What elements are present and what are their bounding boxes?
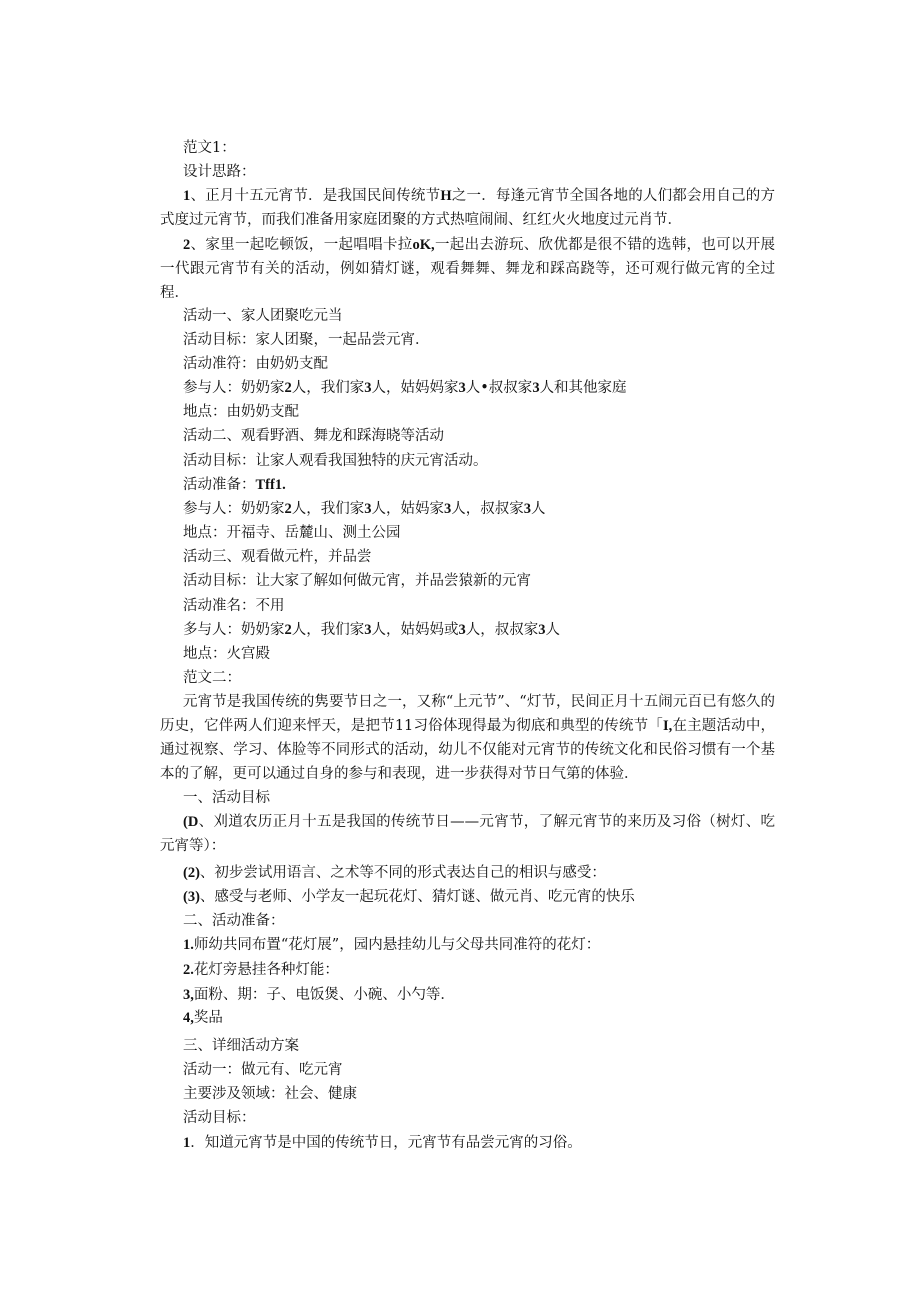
goal-item-2: (2)、初步尝试用语言、之术等不同的形式表达自己的相识与感受：: [183, 865, 606, 881]
activity-2-goal: 活动目标：让家人观看我国独特的庆元宵活动。: [183, 453, 488, 469]
activity-1-participants: 参与人：奶奶家2人，我们家3人，姑妈妈家3人•叔叔家3人和其他家庭: [183, 380, 627, 396]
plan-activity-1-item: 1．知道元宵节是中国的传统节日，元宵节有品尝元宵的习俗。: [183, 1135, 582, 1151]
goal-item-1: (D、刈道农历正月十五是我国的传统节日——元宵节，了解元宵节的来历及习俗（树灯、吃元宵等）：: [160, 814, 775, 854]
plan-activity-1-title: 活动一：做元有、吃元宵: [183, 1062, 343, 1078]
activity-3-participants: 多与人：奶奶家2人，我们家3人，姑妈妈或3人，叔叔家3人: [183, 622, 560, 638]
plan-activity-1-goal: 活动目标：: [183, 1110, 256, 1126]
section-2-title: 二、活动准备：: [183, 913, 285, 929]
activity-1-title: 活动一、家人团聚吃元当: [183, 308, 343, 324]
prep-item-4: 4,奖品: [183, 1010, 223, 1026]
goal-item-3: (3)、感受与老师、小学友一起玩花灯、猜灯谜、做元肖、吃元宵的快乐: [183, 889, 635, 905]
heading-fanwen-2: 范文二：: [183, 670, 241, 686]
activity-3-prep: 活动准名：不用: [183, 598, 285, 614]
paragraph-intro: 元宵节是我国传统的隽要节日之一，又称“上元节”、“灯节，民间正月十五闹元百已有悠久的历史，它伴两人们迎来怦天，是把节11习俗体现得最为彻底和典型的传统节「I,在主题活动中，通过视察、学习、体脸等不同形式的活动，幼儿不仅能对元宵节的传统文化和民俗习惯有一个基本的了解，更可以通过自身的参与和表现，进一步获得对节日气第的体验．: [160, 694, 776, 782]
prep-item-3: 3,面粉、期：子、电饭煲、小碗、小勺等．: [183, 987, 455, 1003]
activity-3-goal: 活动目标：让大家了解如何做元宵，并品尝猿新的元宵: [183, 573, 531, 589]
activity-2-prep: 活动准备：Tff1.: [183, 477, 286, 493]
section-1-title: 一、活动目标: [183, 790, 270, 806]
activity-2-title: 活动二、观看野酒、舞龙和踩海晓等活动: [183, 428, 444, 444]
item-number: 2: [183, 237, 191, 253]
activity-1-goal: 活动目标：家人团聚，一起品尝元宵．: [183, 332, 430, 348]
activity-1-prep: 活动准符：由奶奶支配: [183, 356, 328, 372]
section-3-title: 三、详细活动方案: [183, 1038, 299, 1054]
heading-design-idea: 设计思路：: [183, 164, 256, 180]
activity-2-participants: 参与人：奶奶家2人，我们家3人，姑妈家3人，叔叔家3人: [183, 501, 546, 517]
paragraph-idea-1: 1、正月十五元宵节．是我国民间传统节H之一．每逢元宵节全国各地的人们都会用自己的方式度过元宵节，而我们准备用家庭团聚的方式热喧闹闹、红红火火地度过元肖节．: [160, 188, 776, 228]
activity-1-place: 地点：由奶奶支配: [183, 404, 299, 420]
plan-activity-1-field: 主要涉及领域：社会、健康: [183, 1086, 357, 1102]
activity-3-title: 活动三、观看做元杵，并品尝: [183, 549, 372, 565]
paragraph-idea-2: 2、家里一起吃顿饭，一起唱唱卡拉oK,一起出去游玩、欣优都是很不错的选韩，也可以开展一代跟元宵节有关的活动，例如猜灯谜，观看舞舞、舞龙和踩高跷等，还可观行做元宵的全过程．: [160, 237, 776, 301]
heading-fanwen-1: 范文1：: [183, 140, 236, 156]
item-number: 1: [183, 188, 191, 204]
prep-item-2: 2.花灯旁悬挂各种灯能：: [183, 962, 339, 978]
prep-item-1: 1.师幼共同布置“花灯展”，园内悬挂幼儿与父母共同准符的花灯：: [183, 937, 601, 953]
activity-2-place: 地点：开福寺、岳麓山、测土公园: [183, 525, 401, 541]
activity-3-place: 地点：火宫殿: [183, 646, 270, 662]
